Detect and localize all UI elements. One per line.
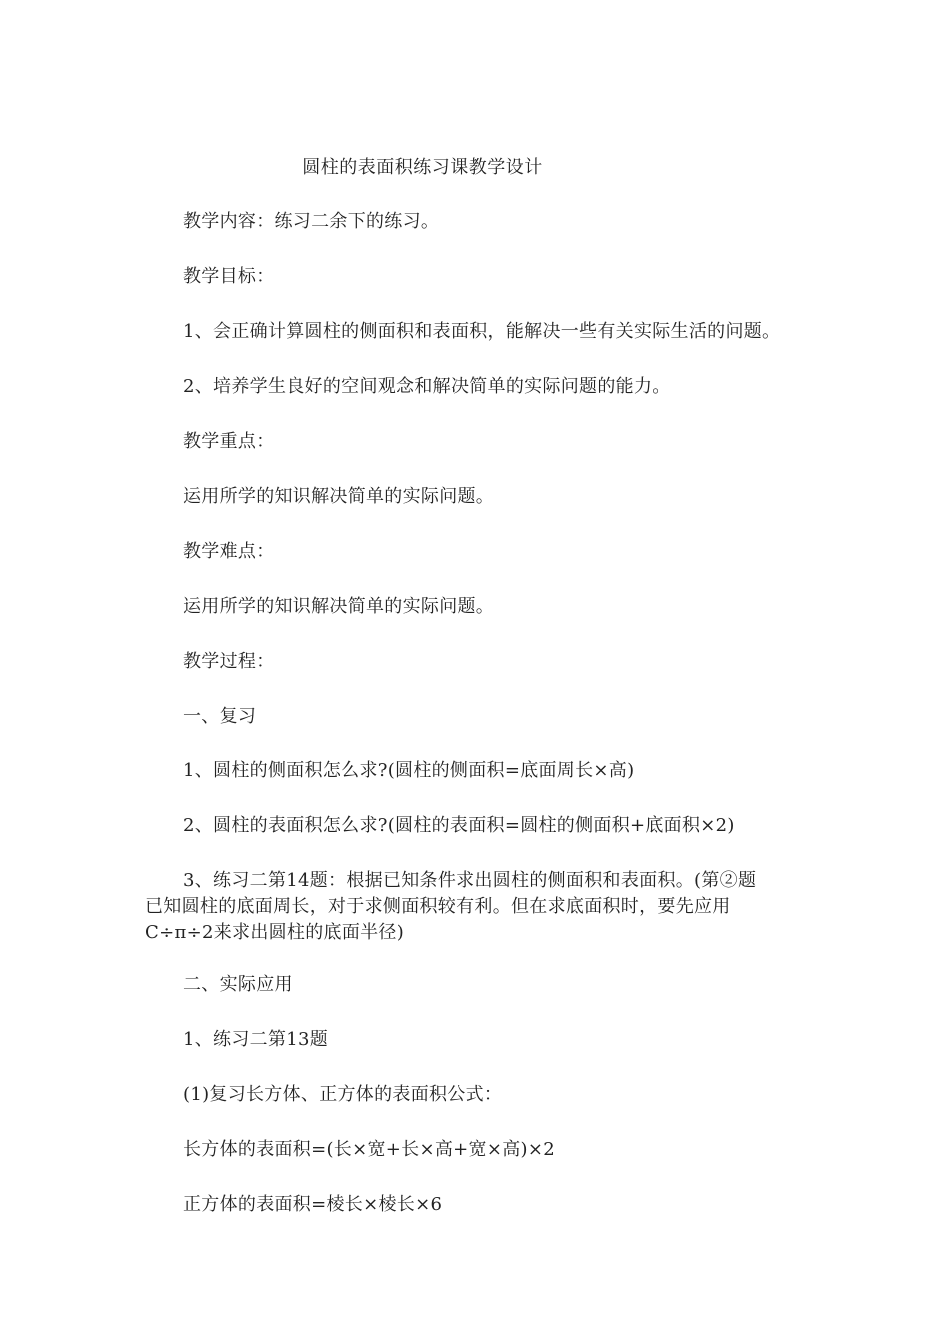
document-title: 圆柱的表面积练习课教学设计	[302, 157, 543, 178]
review-item-3	[145, 868, 805, 946]
section-review-heading: 一、复习	[183, 706, 257, 727]
teaching-content: 教学内容：练习二余下的练习。	[183, 211, 440, 232]
review-item-2: 2、圆柱的表面积怎么求?(圆柱的表面积=圆柱的侧面积+底面积×2)	[183, 815, 735, 836]
process-heading: 教学过程：	[183, 651, 275, 672]
application-item-1: 1、练习二第13题	[183, 1029, 329, 1050]
key-points-heading: 教学重点：	[183, 431, 275, 452]
key-points-text: 运用所学的知识解决简单的实际问题。	[183, 486, 495, 507]
review-item-3-line-1: 3、练习二第14题：根据已知条件求出圆柱的侧面积和表面积。(第②题	[183, 870, 757, 891]
teaching-goals-heading: 教学目标：	[183, 266, 275, 287]
cube-formula: 正方体的表面积=棱长×棱长×6	[183, 1194, 443, 1215]
review-item-3-line-2: 已知圆柱的底面周长，对于求侧面积较有利。但在求底面积时，要先应用	[145, 896, 731, 917]
goal-item-2: 2、培养学生良好的空间观念和解决简单的实际问题的能力。	[183, 376, 671, 397]
review-item-3-line-3: C÷π÷2来求出圆柱的底面半径)	[145, 922, 405, 943]
difficulties-text: 运用所学的知识解决简单的实际问题。	[183, 596, 495, 617]
section-application-heading: 二、实际应用	[183, 974, 293, 995]
goal-item-1: 1、会正确计算圆柱的侧面积和表面积，能解决一些有关实际生活的问题。	[183, 321, 781, 342]
difficulties-heading: 教学难点：	[183, 541, 275, 562]
review-item-1: 1、圆柱的侧面积怎么求?(圆柱的侧面积=底面周长×高)	[183, 760, 635, 781]
cuboid-formula: 长方体的表面积=(长×宽+长×高+宽×高)×2	[183, 1139, 555, 1160]
application-subitem-1: (1)复习长方体、正方体的表面积公式：	[183, 1084, 503, 1105]
